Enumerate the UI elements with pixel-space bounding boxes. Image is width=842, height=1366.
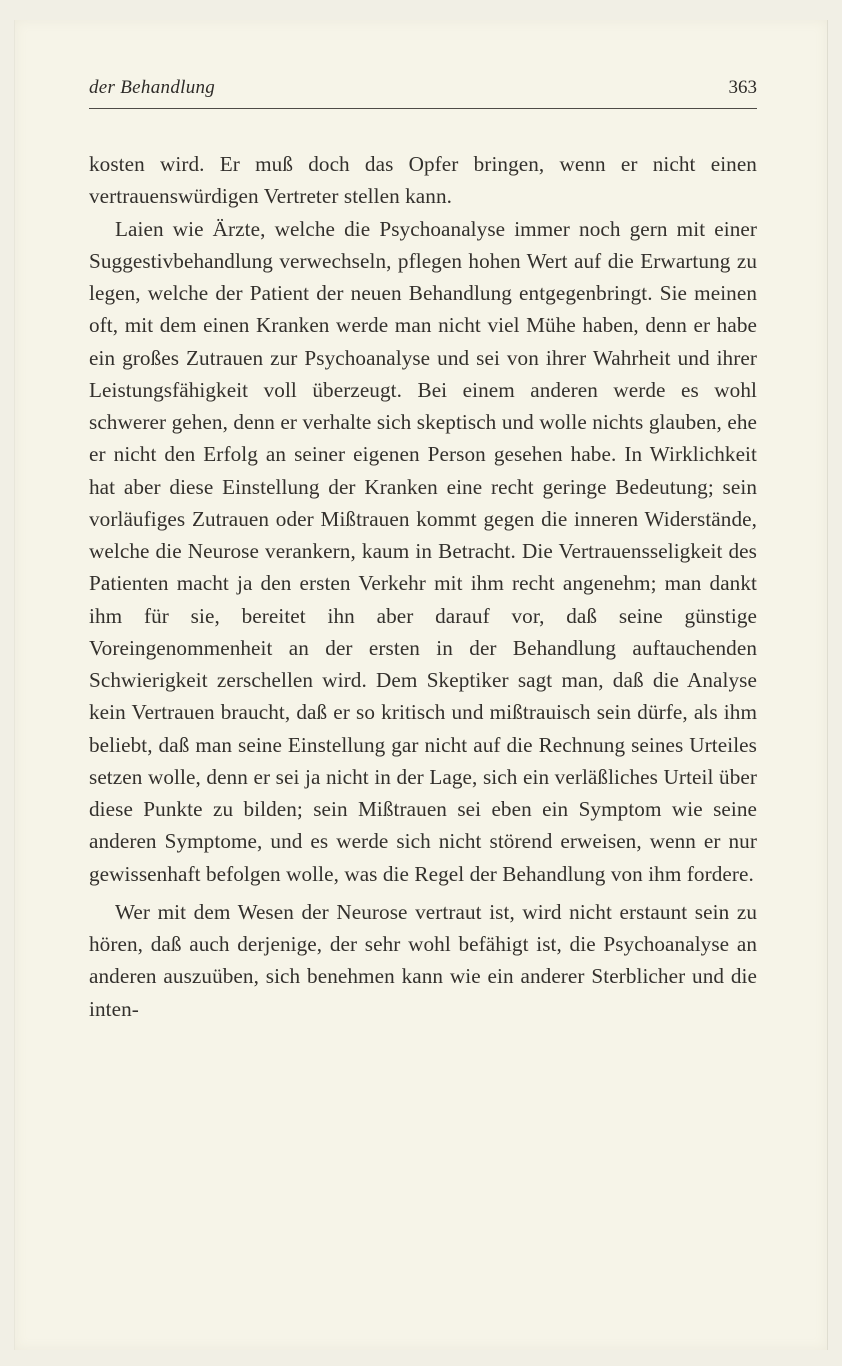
body-text — [89, 148, 757, 1025]
paragraph-1: kosten wird. Er muß doch das Opfer bringen, wenn er nicht einen vertrauenswürdigen Vertreter stellen kann. — [89, 152, 757, 209]
header-rule — [89, 108, 757, 109]
paragraph-2: Laien wie Ärzte, welche die Psychoanalyse immer noch gern mit einer Suggestivbehandlung verwechseln, pflegen hohen Wert auf die Erwartung zu legen, welche der Patient der neuen Behandlung entgegenbringt. Sie meinen oft, mit dem einen Kranken werde man nicht viel Mühe haben, denn er habe ein großes Zutrauen zur Psychoanalyse und sei von ihrer Wahrheit und ihrer Leistungsfähigkeit voll überzeugt. Bei einem anderen werde es wohl schwerer gehen, denn er verhalte sich skeptisch und wolle nichts glauben, ehe er nicht den Erfolg an seiner eigenen Person gesehen habe. In Wirklichkeit hat aber diese Einstellung der Kranken eine recht geringe Bedeutung; sein vorläufiges Zutrauen oder Mißtrauen kommt gegen die inneren Widerstände, welche die Neurose verankern, kaum in Betracht. Die Vertrauensseligkeit des Patienten macht ja den ersten Verkehr mit ihm recht angenehm; man dankt ihm für sie, bereitet ihn aber darauf vor, daß seine günstige Voreingenommenheit an der ersten in der Behandlung auftauchenden Schwierigkeit zerschellen wird. Dem Skeptiker sagt man, daß die Analyse kein Vertrauen braucht, daß er so kritisch und mißtrauisch sein dürfe, als ihm beliebt, daß man seine Einstellung gar nicht auf die Rechnung seines Urteiles setzen wolle, denn er sei ja nicht in der Lage, sich ein verläßliches Urteil über diese Punkte zu bilden; sein Mißtrauen sei eben ein Symptom wie seine anderen Symptome, und es werde sich nicht störend erweisen, wenn er nur gewissenhaft befolgen wolle, was die Regel der Behandlung von ihm fordere. — [89, 216, 757, 886]
running-header — [89, 77, 757, 107]
page-number: 363 — [728, 77, 757, 98]
paragraph-3: Wer mit dem Wesen der Neurose vertraut ist, wird nicht erstaunt sein zu hören, daß auch derjenige, der sehr wohl befähigt ist, die Psychoanalyse an anderen auszuüben, sich benehmen kann wie ein anderer Sterblicher und die inten- — [89, 899, 757, 1021]
header-title: der Behandlung — [89, 77, 216, 98]
